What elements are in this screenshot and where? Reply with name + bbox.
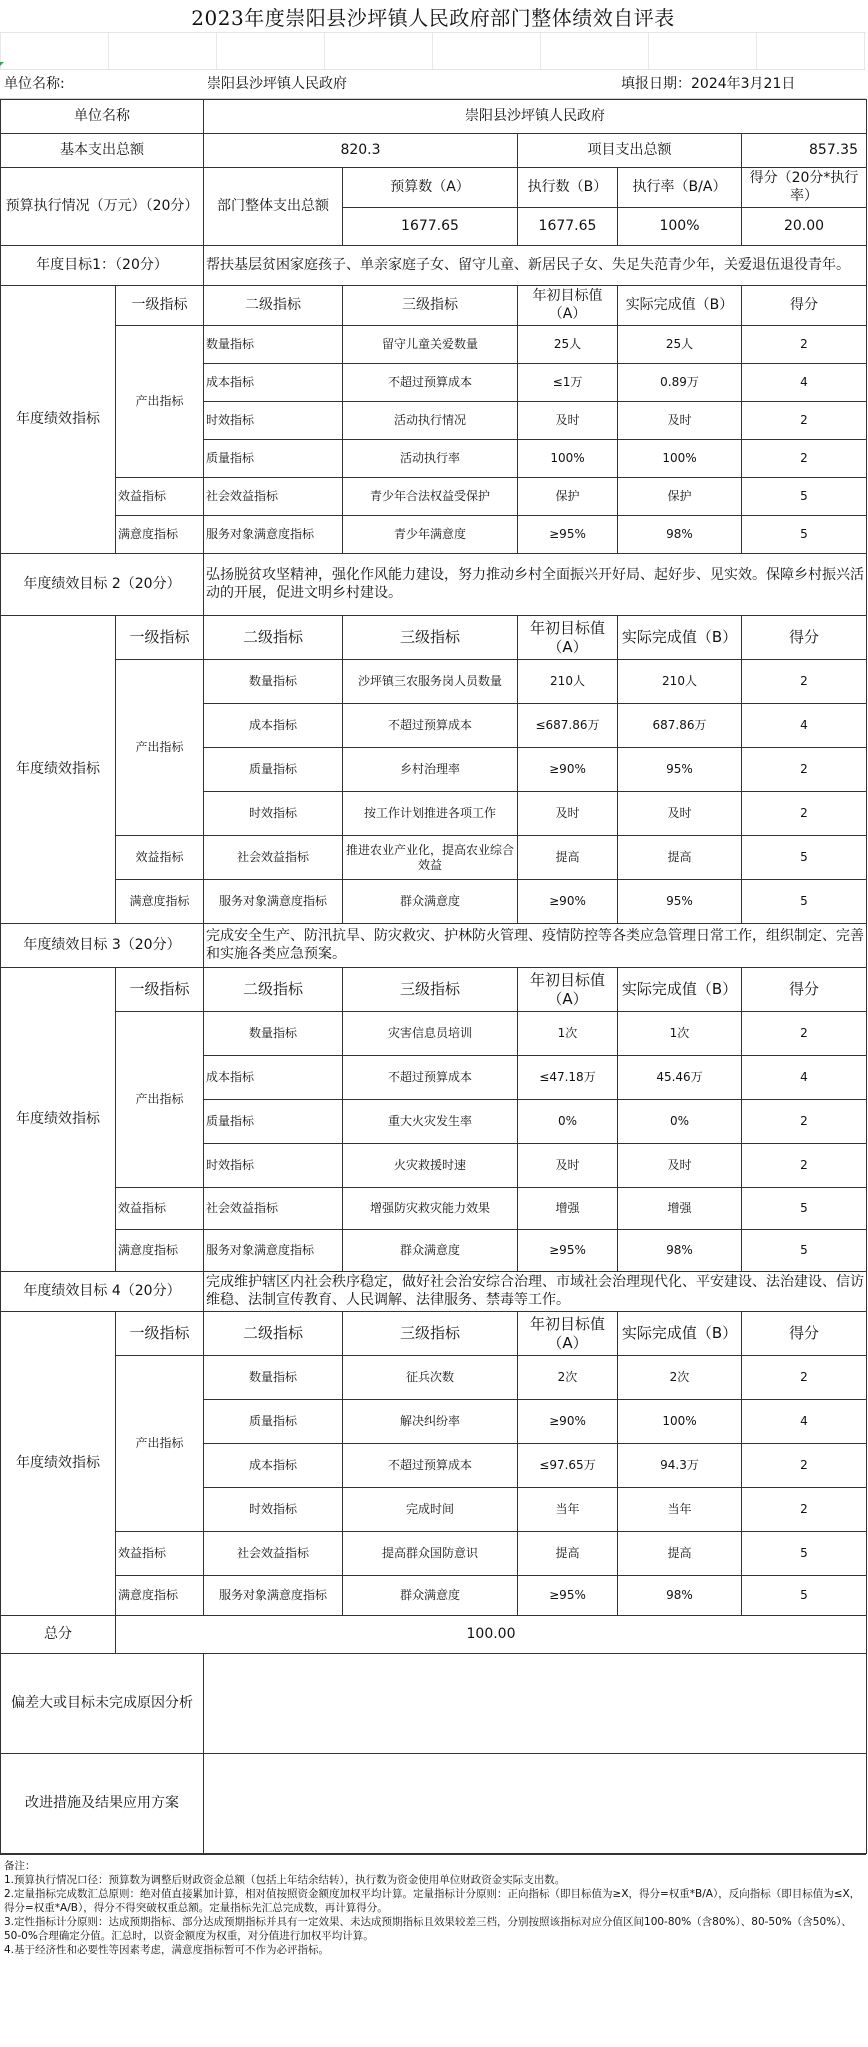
level2-cell: 服务对象满意度指标 xyxy=(204,516,343,554)
date-field xyxy=(621,70,866,98)
unit-label: 单位名称: xyxy=(4,76,65,92)
level3-cell: 青少年合法权益受保护 xyxy=(343,478,518,516)
improve-row xyxy=(1,1754,867,1854)
score-cell: 5 xyxy=(742,1532,867,1576)
actual-cell: 1次 xyxy=(618,1012,742,1056)
goal-2-h-target: 年初目标值（A） xyxy=(518,616,618,660)
level3-cell: 留守儿童关爱数量 xyxy=(343,326,518,364)
level2-cell: 数量指标 xyxy=(204,1012,343,1056)
level3-cell: 不超过预算成本 xyxy=(343,704,518,748)
level3-cell: 群众满意度 xyxy=(343,1576,518,1616)
goal-1-output-label: 产出指标 xyxy=(116,326,204,478)
goal-1-header-row xyxy=(1,286,867,326)
target-cell: 提高 xyxy=(518,1532,618,1576)
goal-4-h-level2: 二级指标 xyxy=(204,1312,343,1356)
level2-cell: 成本指标 xyxy=(204,1444,343,1488)
score-cell: 2 xyxy=(742,1144,867,1188)
exec-rate-value: 100% xyxy=(618,208,742,246)
table-row xyxy=(1,880,867,924)
actual-cell: 210人 xyxy=(618,660,742,704)
level3-cell: 解决纠纷率 xyxy=(343,1400,518,1444)
level2-cell: 服务对象满意度指标 xyxy=(204,1230,343,1272)
goal-1-h-actual: 实际完成值（B） xyxy=(618,286,742,326)
level2-cell: 时效指标 xyxy=(204,792,343,836)
goal-3-header-row xyxy=(1,968,867,1012)
actual-cell: 98% xyxy=(618,1230,742,1272)
table-row xyxy=(1,836,867,880)
table-row xyxy=(1,660,867,704)
goal-2-text: 弘扬脱贫攻坚精神，强化作风能力建设，努力推动乡村全面振兴开好局、起好步、见实效。保障乡村振兴活动的开展，促进文明乡村建设。 xyxy=(204,554,867,616)
goal-2-h-actual: 实际完成值（B） xyxy=(618,616,742,660)
note-1: 1.预算执行情况口径：预算数为调整后财政资金总额（包括上年结余结转），执行数为资金使用单位财政资金实际支出数。 xyxy=(4,1874,566,1886)
score-cell: 4 xyxy=(742,704,867,748)
basic-expense-value: 820.3 xyxy=(204,134,518,168)
goal-3-output-label: 产出指标 xyxy=(116,1012,204,1188)
level3-cell: 青少年满意度 xyxy=(343,516,518,554)
goal-3-h-level3: 三级指标 xyxy=(343,968,518,1012)
score-cell: 2 xyxy=(742,1444,867,1488)
actual-cell: 0.89万 xyxy=(618,364,742,402)
blank-grid-area xyxy=(0,32,866,70)
goal-4-h-level1: 一级指标 xyxy=(116,1312,204,1356)
actual-cell: 45.46万 xyxy=(618,1056,742,1100)
actual-cell: 提高 xyxy=(618,1532,742,1576)
target-cell: ≥95% xyxy=(518,516,618,554)
goal-2-header-row xyxy=(1,616,867,660)
unit-name-label: 单位名称 xyxy=(1,100,204,134)
goal-1-h-score: 得分 xyxy=(742,286,867,326)
level3-cell: 重大火灾发生率 xyxy=(343,1100,518,1144)
score-cell: 2 xyxy=(742,1100,867,1144)
summary-row-expense xyxy=(1,134,867,168)
level2-cell: 数量指标 xyxy=(204,1356,343,1400)
goal-2-row xyxy=(1,554,867,616)
score-cell: 2 xyxy=(742,440,867,478)
goal-1-label: 年度目标1：（20分） xyxy=(1,246,204,286)
goal-2-output-label: 产出指标 xyxy=(116,660,204,836)
actual-cell: 及时 xyxy=(618,402,742,440)
basic-expense-label: 基本支出总额 xyxy=(1,134,204,168)
goal-1-satisfaction-label: 满意度指标 xyxy=(116,516,204,554)
goal-1-row xyxy=(1,246,867,286)
target-cell: 及时 xyxy=(518,402,618,440)
level2-cell: 成本指标 xyxy=(204,364,343,402)
cell-marker-icon xyxy=(0,62,4,66)
page-title: 2023年度崇阳县沙坪镇人民政府部门整体绩效自评表 xyxy=(191,6,675,30)
level3-cell: 活动执行率 xyxy=(343,440,518,478)
actual-cell: 687.86万 xyxy=(618,704,742,748)
goal-4-header-row xyxy=(1,1312,867,1356)
target-cell: ≥95% xyxy=(518,1576,618,1616)
target-cell: 210人 xyxy=(518,660,618,704)
project-expense-label: 项目支出总额 xyxy=(518,134,742,168)
level3-cell: 不超过预算成本 xyxy=(343,1444,518,1488)
level2-cell: 社会效益指标 xyxy=(204,1532,343,1576)
target-cell: ≥90% xyxy=(518,880,618,924)
target-cell: ≥95% xyxy=(518,1230,618,1272)
date-label: 填报日期： xyxy=(621,76,691,92)
level2-cell: 服务对象满意度指标 xyxy=(204,880,343,924)
unit-value: 崇阳县沙坪镇人民政府 xyxy=(207,76,347,92)
level3-cell: 按工作计划推进各项工作 xyxy=(343,792,518,836)
actual-cell: 0% xyxy=(618,1100,742,1144)
deviation-label: 偏差大或目标未完成原因分析 xyxy=(1,1654,204,1754)
goal-4-h-target: 年初目标值（A） xyxy=(518,1312,618,1356)
score-cell: 5 xyxy=(742,1230,867,1272)
total-row xyxy=(1,1616,867,1654)
budget-num-value: 1677.65 xyxy=(343,208,518,246)
note-2: 2.定量指标完成数汇总原则：绝对值直接累加计算，相对值按照资金额度加权平均计算。定量指标计分原则：正向指标（即目标值为≥X，得分=权重*B/A），反向指标（即目标值为≤X，得分=权重*A/B），得分不得突破权重总额。定量指标先汇总完成数，再计算得分。 xyxy=(4,1888,861,1914)
target-cell: ≤687.86万 xyxy=(518,704,618,748)
target-cell: 保护 xyxy=(518,478,618,516)
goal-2-perf-label: 年度绩效指标 xyxy=(1,616,116,924)
level2-cell: 质量指标 xyxy=(204,1100,343,1144)
level2-cell: 质量指标 xyxy=(204,748,343,792)
actual-cell: 当年 xyxy=(618,1488,742,1532)
level3-cell: 提高群众国防意识 xyxy=(343,1532,518,1576)
goal-3-h-target: 年初目标值（A） xyxy=(518,968,618,1012)
deviation-row xyxy=(1,1654,867,1754)
exec-num-value: 1677.65 xyxy=(518,208,618,246)
goal-4-output-label: 产出指标 xyxy=(116,1356,204,1532)
level2-cell: 质量指标 xyxy=(204,440,343,478)
goal-1-h-level2: 二级指标 xyxy=(204,286,343,326)
total-value: 100.00 xyxy=(116,1616,867,1654)
target-cell: 100% xyxy=(518,440,618,478)
target-cell: ≥90% xyxy=(518,748,618,792)
score-cell: 2 xyxy=(742,1012,867,1056)
level2-cell: 数量指标 xyxy=(204,660,343,704)
actual-cell: 95% xyxy=(618,748,742,792)
level3-cell: 沙坪镇三农服务岗人员数量 xyxy=(343,660,518,704)
budget-header-row xyxy=(1,168,867,208)
level3-cell: 不超过预算成本 xyxy=(343,1056,518,1100)
actual-cell: 98% xyxy=(618,516,742,554)
table-row xyxy=(1,1012,867,1056)
target-cell: 增强 xyxy=(518,1188,618,1230)
budget-label: 预算执行情况（万元）（20分） xyxy=(1,168,204,246)
actual-cell: 98% xyxy=(618,1576,742,1616)
notes-section xyxy=(0,1854,866,1963)
goal-4-satisfaction-label: 满意度指标 xyxy=(116,1576,204,1616)
goal-3-h-score: 得分 xyxy=(742,968,867,1012)
level3-cell: 灾害信息员培训 xyxy=(343,1012,518,1056)
goal-1-h-level1: 一级指标 xyxy=(116,286,204,326)
target-cell: 及时 xyxy=(518,792,618,836)
project-expense-value: 857.35 xyxy=(742,134,867,168)
deviation-value xyxy=(204,1654,867,1754)
score-cell: 4 xyxy=(742,1056,867,1100)
goal-4-h-level3: 三级指标 xyxy=(343,1312,518,1356)
level2-cell: 质量指标 xyxy=(204,1400,343,1444)
goal-2-h-level2: 二级指标 xyxy=(204,616,343,660)
goal-3-row xyxy=(1,924,867,968)
exec-rate-label: 执行率（B/A） xyxy=(618,168,742,208)
score-cell: 5 xyxy=(742,880,867,924)
target-cell: ≤47.18万 xyxy=(518,1056,618,1100)
level2-cell: 成本指标 xyxy=(204,1056,343,1100)
actual-cell: 100% xyxy=(618,1400,742,1444)
score-cell: 4 xyxy=(742,364,867,402)
level2-cell: 成本指标 xyxy=(204,704,343,748)
score-cell: 5 xyxy=(742,1188,867,1230)
dept-total-label: 部门整体支出总额 xyxy=(204,168,343,246)
actual-cell: 增强 xyxy=(618,1188,742,1230)
goal-2-benefit-label: 效益指标 xyxy=(116,836,204,880)
goal-1-h-target: 年初目标值（A） xyxy=(518,286,618,326)
actual-cell: 及时 xyxy=(618,1144,742,1188)
level3-cell: 群众满意度 xyxy=(343,880,518,924)
goal-4-h-actual: 实际完成值（B） xyxy=(618,1312,742,1356)
score-cell: 2 xyxy=(742,326,867,364)
exec-num-label: 执行数（B） xyxy=(518,168,618,208)
score-cell: 2 xyxy=(742,1488,867,1532)
score-cell: 2 xyxy=(742,660,867,704)
goal-1-h-level3: 三级指标 xyxy=(343,286,518,326)
date-value: 2024年3月21日 xyxy=(691,76,796,92)
level3-cell: 活动执行情况 xyxy=(343,402,518,440)
target-cell: 0% xyxy=(518,1100,618,1144)
target-cell: ≤1万 xyxy=(518,364,618,402)
level3-cell: 征兵次数 xyxy=(343,1356,518,1400)
level3-cell: 火灾救援时速 xyxy=(343,1144,518,1188)
goal-2-satisfaction-label: 满意度指标 xyxy=(116,880,204,924)
goal-2-h-score: 得分 xyxy=(742,616,867,660)
goal-4-text: 完成维护辖区内社会秩序稳定，做好社会治安综合治理、市域社会治理现代化、平安建设、法治建设、信访维稳、法制宣传教育、人民调解、法律服务、禁毒等工作。 xyxy=(204,1272,867,1312)
level2-cell: 社会效益指标 xyxy=(204,1188,343,1230)
actual-cell: 95% xyxy=(618,880,742,924)
level3-cell: 增强防灾救灾能力效果 xyxy=(343,1188,518,1230)
improve-value xyxy=(204,1754,867,1854)
goal-4-h-score: 得分 xyxy=(742,1312,867,1356)
unit-name-value: 崇阳县沙坪镇人民政府 xyxy=(204,100,867,134)
level2-cell: 时效指标 xyxy=(204,1144,343,1188)
level3-cell: 完成时间 xyxy=(343,1488,518,1532)
header-row xyxy=(0,70,866,99)
actual-cell: 2次 xyxy=(618,1356,742,1400)
actual-cell: 25人 xyxy=(618,326,742,364)
actual-cell: 提高 xyxy=(618,836,742,880)
target-cell: 2次 xyxy=(518,1356,618,1400)
score-cell: 2 xyxy=(742,1356,867,1400)
level3-cell: 乡村治理率 xyxy=(343,748,518,792)
score-cell: 5 xyxy=(742,836,867,880)
table-row xyxy=(1,516,867,554)
score-cell: 4 xyxy=(742,1400,867,1444)
improve-label: 改进措施及结果应用方案 xyxy=(1,1754,204,1854)
goal-2-h-level3: 三级指标 xyxy=(343,616,518,660)
table-row xyxy=(1,1356,867,1400)
level2-cell: 数量指标 xyxy=(204,326,343,364)
goal-4-benefit-label: 效益指标 xyxy=(116,1532,204,1576)
goal-3-h-actual: 实际完成值（B） xyxy=(618,968,742,1012)
goal-3-text: 完成安全生产、防汛抗旱、防灾救灾、护林防火管理、疫情防控等各类应急管理日常工作，组织制定、完善和实施各类应急预案。 xyxy=(204,924,867,968)
target-cell: ≤97.65万 xyxy=(518,1444,618,1488)
goal-3-h-level2: 二级指标 xyxy=(204,968,343,1012)
goal-3-benefit-label: 效益指标 xyxy=(116,1188,204,1230)
budget-score-value: 20.00 xyxy=(742,208,867,246)
table-row xyxy=(1,1188,867,1230)
score-cell: 2 xyxy=(742,402,867,440)
target-cell: 当年 xyxy=(518,1488,618,1532)
summary-row-unit xyxy=(1,100,867,134)
note-4: 4.基于经济性和必要性等因素考虑，满意度指标暂可不作为必评指标。 xyxy=(4,1944,330,1956)
score-cell: 5 xyxy=(742,1576,867,1616)
level3-cell: 群众满意度 xyxy=(343,1230,518,1272)
goal-1-benefit-label: 效益指标 xyxy=(116,478,204,516)
table-row xyxy=(1,1576,867,1616)
goal-4-label: 年度绩效目标 4（20分） xyxy=(1,1272,204,1312)
level3-cell: 推进农业产业化，提高农业综合效益 xyxy=(343,836,518,880)
actual-cell: 100% xyxy=(618,440,742,478)
level2-cell: 社会效益指标 xyxy=(204,836,343,880)
target-cell: ≥90% xyxy=(518,1400,618,1444)
goal-3-satisfaction-label: 满意度指标 xyxy=(116,1230,204,1272)
table-row xyxy=(1,1532,867,1576)
goal-4-row xyxy=(1,1272,867,1312)
table-row xyxy=(1,1230,867,1272)
goal-3-perf-label: 年度绩效指标 xyxy=(1,968,116,1272)
actual-cell: 保护 xyxy=(618,478,742,516)
goal-4-perf-label: 年度绩效指标 xyxy=(1,1312,116,1616)
score-cell: 2 xyxy=(742,792,867,836)
goal-2-label: 年度绩效目标 2（20分） xyxy=(1,554,204,616)
total-label: 总分 xyxy=(1,1616,116,1654)
score-cell: 5 xyxy=(742,516,867,554)
goal-3-label: 年度绩效目标 3（20分） xyxy=(1,924,204,968)
goal-3-h-level1: 一级指标 xyxy=(116,968,204,1012)
target-cell: 及时 xyxy=(518,1144,618,1188)
goal-2-h-level1: 一级指标 xyxy=(116,616,204,660)
level2-cell: 服务对象满意度指标 xyxy=(204,1576,343,1616)
actual-cell: 94.3万 xyxy=(618,1444,742,1488)
actual-cell: 及时 xyxy=(618,792,742,836)
target-cell: 1次 xyxy=(518,1012,618,1056)
level2-cell: 时效指标 xyxy=(204,1488,343,1532)
note-3: 3.定性指标计分原则：达成预期指标、部分达成预期指标并具有一定效果、未达成预期指标且效果较差三档，分别按照该指标对应分值区间100-80%（含80%）、80-50%（含50%）、50-0%合理确定分值。汇总时，以资金额度为权重，对分值进行加权平均计算。 xyxy=(4,1916,852,1942)
goal-1-text: 帮扶基层贫困家庭孩子、单亲家庭子女、留守儿童、新居民子女、失足失范青少年，关爱退伍退役青年。 xyxy=(204,246,867,286)
budget-num-label: 预算数（A） xyxy=(343,168,518,208)
target-cell: 25人 xyxy=(518,326,618,364)
level3-cell: 不超过预算成本 xyxy=(343,364,518,402)
table-row xyxy=(1,478,867,516)
score-cell: 2 xyxy=(742,748,867,792)
target-cell: 提高 xyxy=(518,836,618,880)
goal-1-perf-label: 年度绩效指标 xyxy=(1,286,116,554)
evaluation-table xyxy=(0,99,867,1854)
notes-title: 备注： xyxy=(4,1860,36,1872)
table-row xyxy=(1,326,867,364)
score-formula-label: 得分（20分*执行率） xyxy=(742,168,867,208)
level2-cell: 时效指标 xyxy=(204,402,343,440)
level2-cell: 社会效益指标 xyxy=(204,478,343,516)
score-cell: 5 xyxy=(742,478,867,516)
